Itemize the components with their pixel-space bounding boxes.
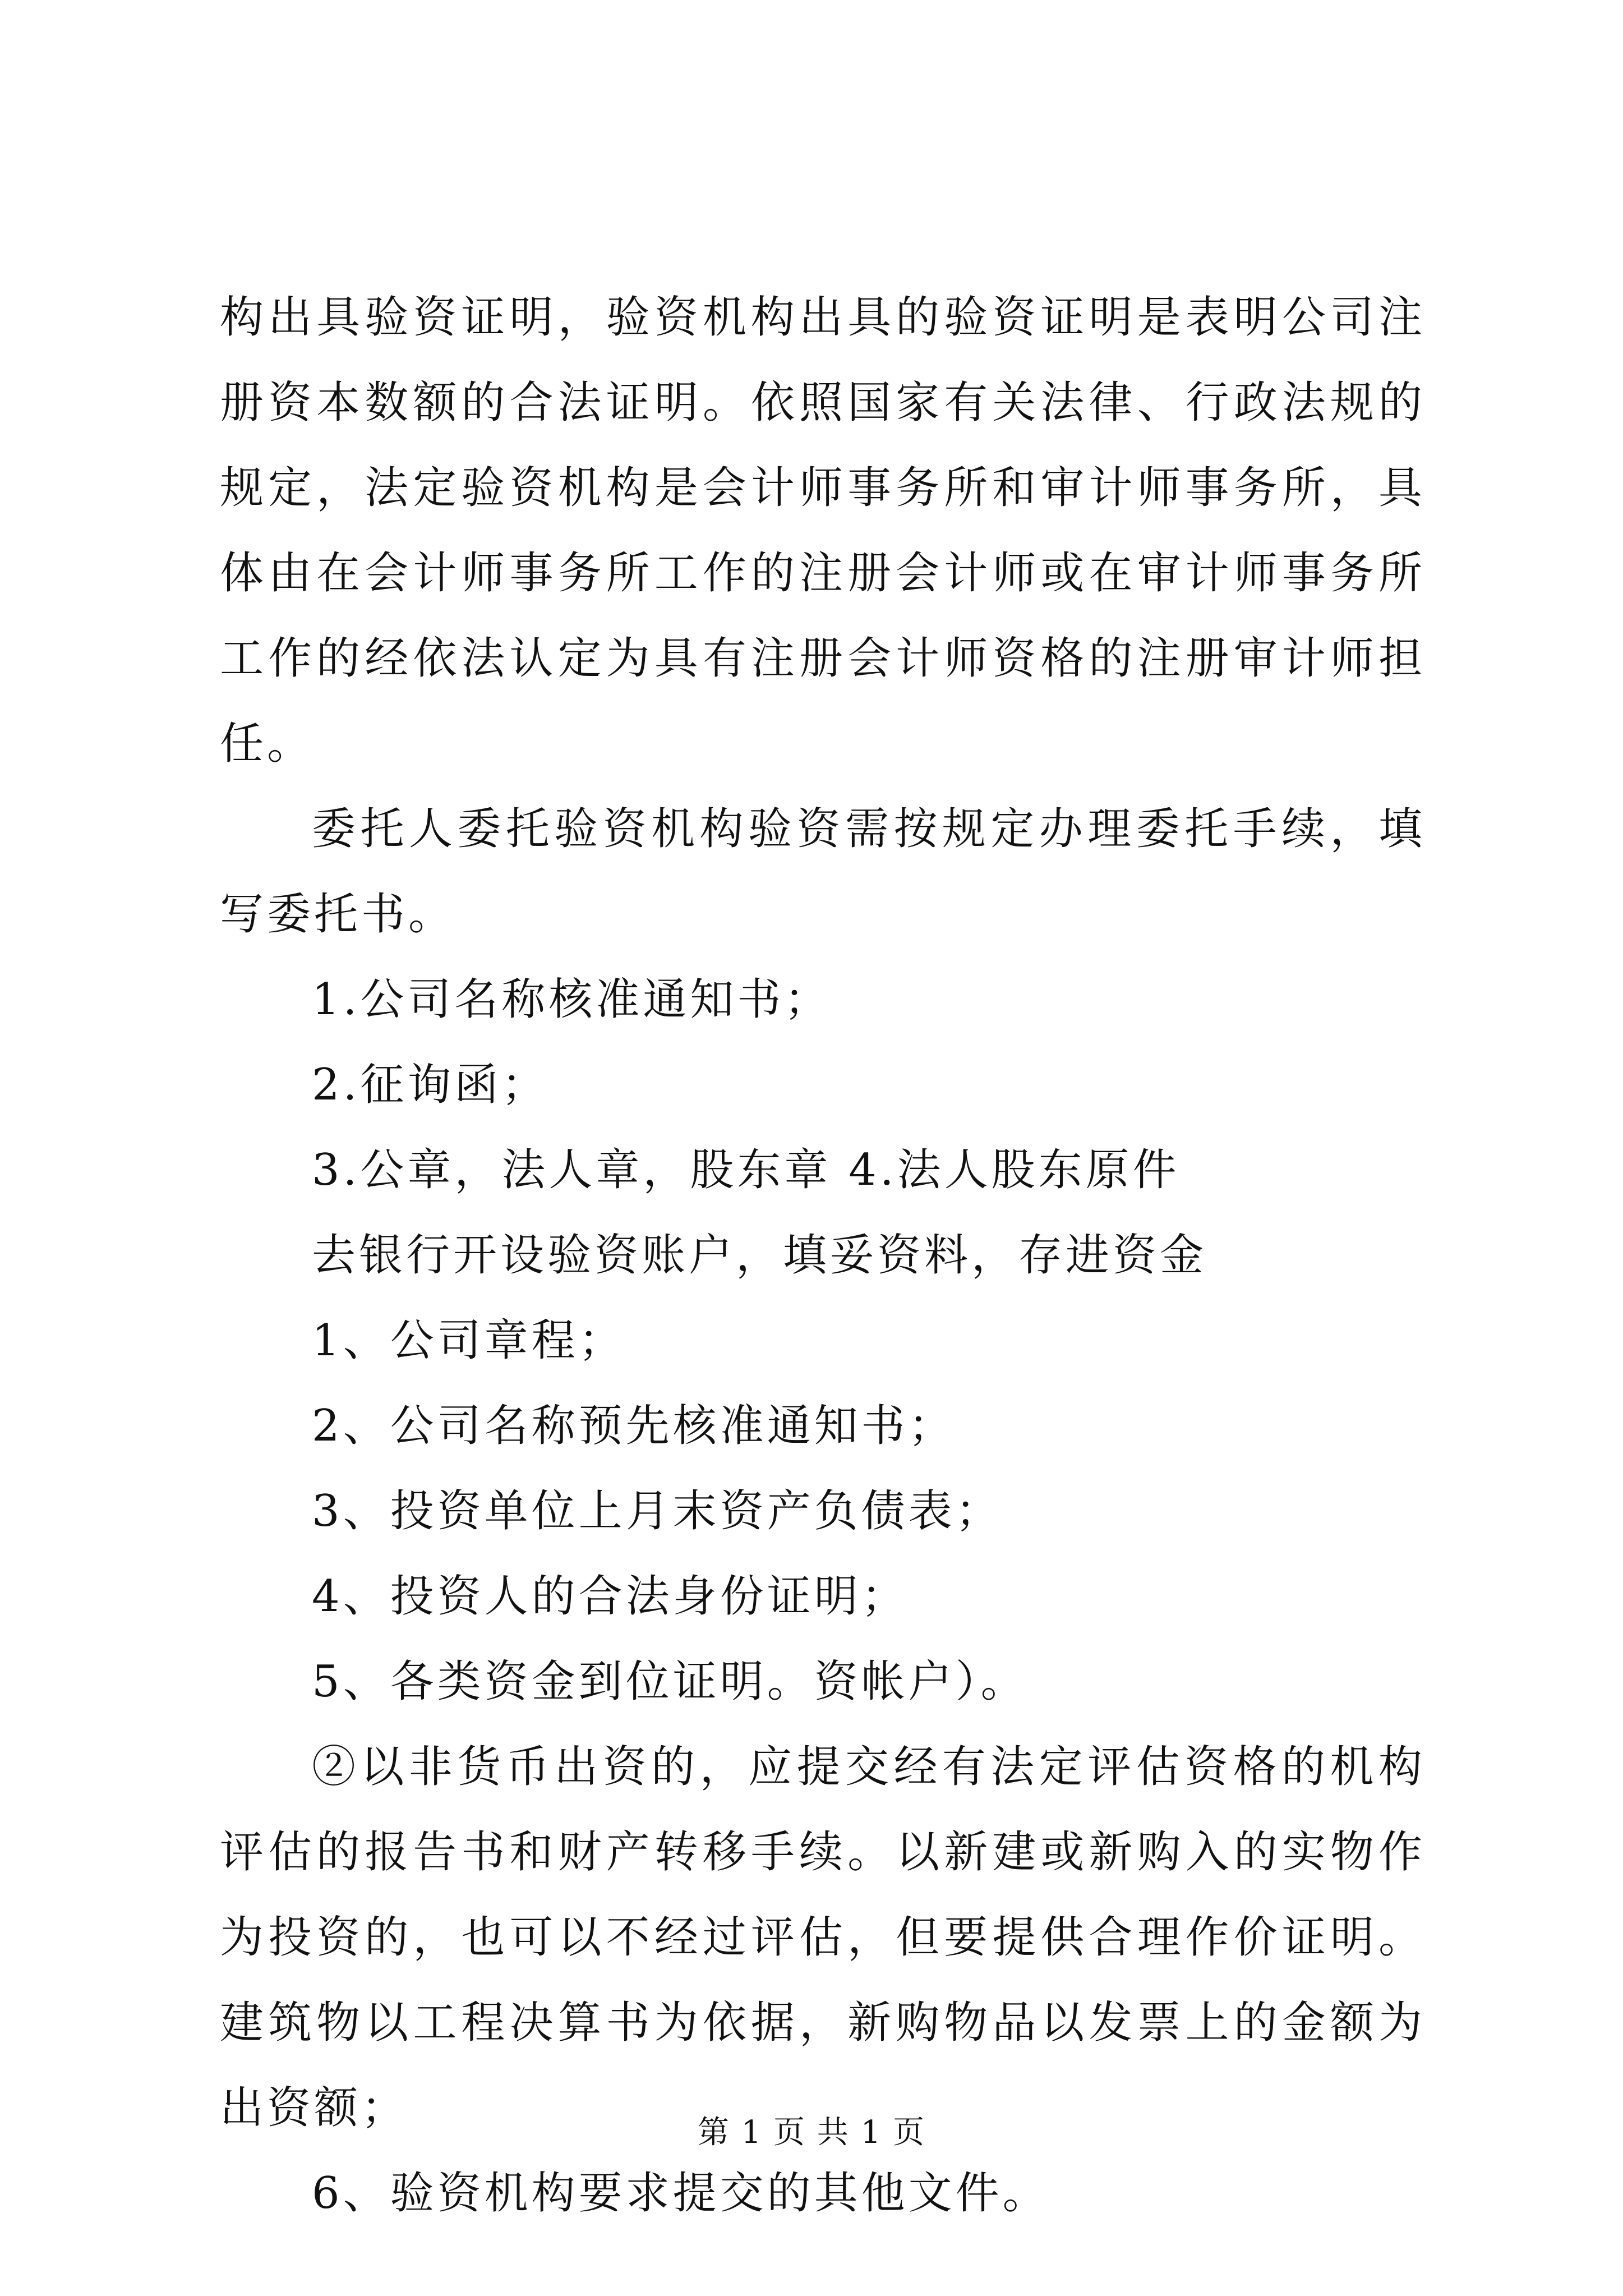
list-item-1: 1.公司名称核准通知书； bbox=[312, 974, 832, 1025]
paragraph-1: 构出具验资证明，验资机构出具的验资证明是表明公司注册资本数额的合法证明。依照国家有关法律、行政法规的规定，法定验资机构是会计师事务所和审计师事务所，具体由在会计师事务所工作的注册会计师或在审计师事务所工作的经依法认定为具有注册会计师资格的注册审计师担任。 bbox=[220, 292, 1426, 769]
document-body bbox=[220, 275, 1426, 2236]
page-footer: 第 1 页 共 1 页 bbox=[697, 2114, 926, 2151]
paragraph-2: 委托人委托验资机构验资需按规定办理委托手续，填写委托书。 bbox=[220, 804, 1426, 940]
list-item-a4: 4、投资人的合法身份证明； bbox=[312, 1571, 909, 1622]
list-item-a1: 1、公司章程； bbox=[312, 1315, 626, 1366]
list-item-a6: 6、验资机构要求提交的其他文件。 bbox=[312, 2168, 1050, 2219]
paragraph-non-cash: ②以非货币出资的，应提交经有法定评估资格的机构评估的报告书和财产转移手续。以新建或新购入的实物作为投资的，也可以不经过评估，但要提供合理作价证明。建筑物以工程决算书为依据，新购物品以发票上的金额为出资额； bbox=[220, 1742, 1426, 2133]
paragraph-bank-account: 去银行开设验资账户，填妥资料，存进资金 bbox=[312, 1230, 1207, 1281]
list-item-2: 2.征询函； bbox=[312, 1060, 549, 1110]
list-item-3: 3.公章，法人章，股东章 4.法人股东原件 bbox=[312, 1145, 1180, 1195]
list-item-a5: 5、各类资金到位证明。资帐户）。 bbox=[312, 1657, 1028, 1707]
list-item-a2: 2、公司名称预先核准通知书； bbox=[312, 1401, 956, 1451]
list-item-a3: 3、投资单位上月末资产负债表； bbox=[312, 1486, 1003, 1536]
